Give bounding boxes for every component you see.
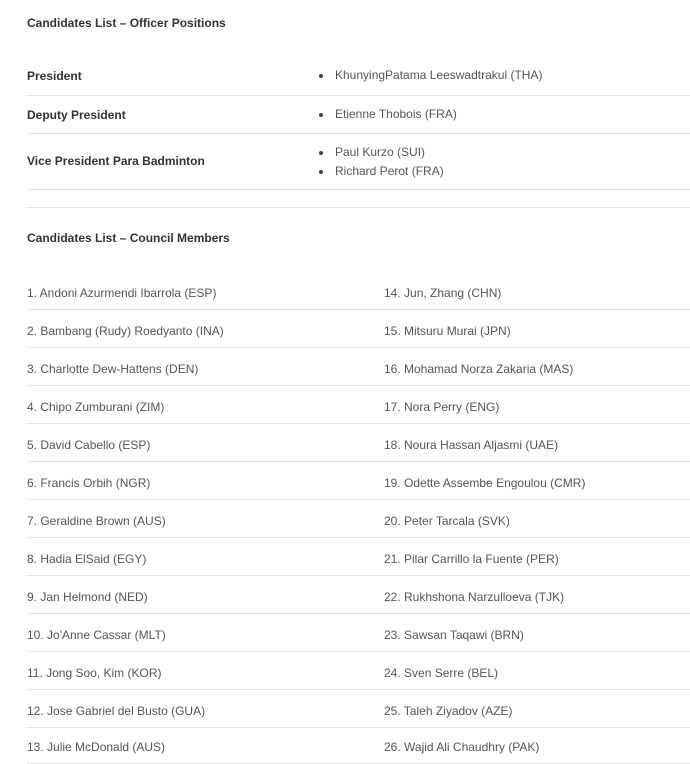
- council-member-left: 7. Geraldine Brown (AUS): [27, 514, 166, 528]
- council-member-right: 17. Nora Perry (ENG): [384, 400, 500, 414]
- council-member-left: 11. Jong Soo, Kim (KOR): [27, 666, 162, 680]
- council-member-left: 9. Jan Helmond (NED): [27, 590, 148, 604]
- council-row: [27, 576, 690, 614]
- council-row: [27, 690, 690, 728]
- officer-role-label: Vice President Para Badminton: [27, 154, 205, 168]
- officer-positions-heading: Candidates List – Officer Positions: [27, 16, 226, 30]
- council-member-right: 24. Sven Serre (BEL): [384, 666, 499, 680]
- council-row: [27, 462, 690, 500]
- officer-role-label: Deputy President: [27, 108, 126, 122]
- candidate-item: Etienne Thobois (FRA): [319, 105, 457, 124]
- council-member-left: 13. Julie McDonald (AUS): [27, 740, 166, 754]
- council-member-left: 10. Jo'Anne Cassar (MLT): [27, 628, 166, 642]
- council-member-left: 12. Jose Gabriel del Busto (GUA): [27, 704, 206, 718]
- council-member-right: 21. Pilar Carrillo la Fuente (PER): [384, 552, 559, 566]
- council-row: [27, 538, 690, 576]
- council-member-left: 1. Andoni Azurmendi Ibarrola (ESP): [27, 286, 217, 300]
- officer-row-deputy-president: [27, 96, 690, 134]
- council-row: [27, 614, 690, 652]
- council-member-right: 23. Sawsan Taqawi (BRN): [384, 628, 524, 642]
- candidate-list: [319, 143, 444, 181]
- candidate-list: [319, 66, 542, 85]
- candidate-item: KhunyingPatama Leeswadtrakul (THA): [319, 66, 542, 85]
- council-member-right: 14. Jun, Zhang (CHN): [384, 286, 502, 300]
- council-row: [27, 348, 690, 386]
- council-row: [27, 272, 690, 310]
- council-member-right: 19. Odette Assembe Engoulou (CMR): [384, 476, 586, 490]
- council-row: [27, 386, 690, 424]
- council-members-heading: Candidates List – Council Members: [27, 231, 230, 245]
- council-row: [27, 310, 690, 348]
- candidate-item: Paul Kurzo (SUI): [319, 143, 444, 162]
- council-member-right: 15. Mitsuru Murai (JPN): [384, 324, 511, 338]
- council-row: [27, 424, 690, 462]
- council-member-right: 18. Noura Hassan Aljasmi (UAE): [384, 438, 559, 452]
- council-member-left: 6. Francis Orbih (NGR): [27, 476, 151, 490]
- council-member-right: 20. Peter Tarcala (SVK): [384, 514, 510, 528]
- officer-role-label: President: [27, 69, 82, 83]
- officer-row-vice-president-para-badminton: [27, 134, 690, 190]
- candidate-item: Richard Perot (FRA): [319, 162, 444, 181]
- council-member-right: 16. Mohamad Norza Zakaria (MAS): [384, 362, 574, 376]
- council-member-left: 5. David Cabello (ESP): [27, 438, 151, 452]
- council-member-right: 22. Rukhshona Narzulloeva (TJK): [384, 590, 565, 604]
- council-member-right: 25. Taleh Ziyadov (AZE): [384, 704, 513, 718]
- council-row: [27, 652, 690, 690]
- council-row: [27, 726, 690, 764]
- candidate-list: [319, 105, 457, 124]
- council-member-left: 4. Chipo Zumburani (ZIM): [27, 400, 165, 414]
- council-member-left: 3. Charlotte Dew-Hattens (DEN): [27, 362, 199, 376]
- officer-row-president: [27, 57, 690, 96]
- council-member-left: 2. Bambang (Rudy) Roedyanto (INA): [27, 324, 224, 338]
- council-member-right: 26. Wajid Ali Chaudhry (PAK): [384, 740, 540, 754]
- council-row: [27, 500, 690, 538]
- section-divider: [27, 207, 690, 208]
- council-member-left: 8. Hadia ElSaid (EGY): [27, 552, 147, 566]
